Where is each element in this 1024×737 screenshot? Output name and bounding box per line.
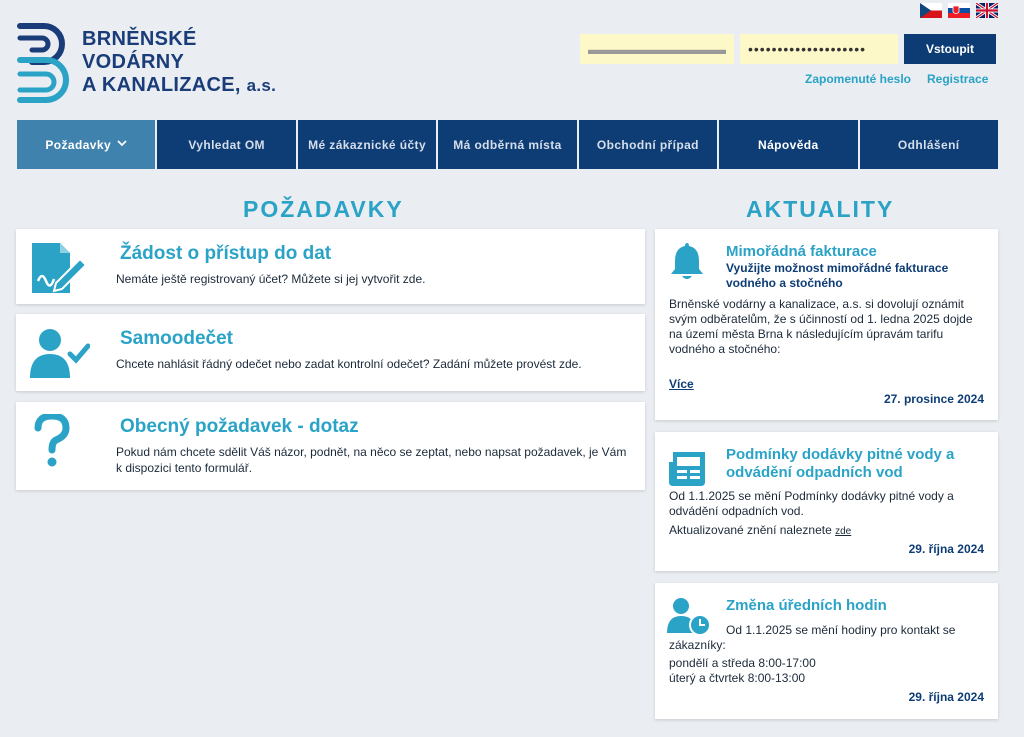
cz-flag-icon[interactable] [920, 3, 942, 18]
news-card-office-hours [655, 583, 998, 719]
news-title: Mimořádná fakturace [726, 243, 877, 260]
news-link-zde[interactable]: zde [835, 526, 852, 537]
nav-item-vyhledat-om[interactable] [157, 120, 295, 169]
request-card-data-access[interactable] [16, 229, 645, 304]
bell-icon [667, 241, 707, 281]
login-form [580, 34, 996, 64]
nav-item-odberna-mista[interactable] [438, 120, 576, 169]
user-check-icon [30, 326, 90, 380]
news-body-link-line [669, 523, 984, 539]
request-title: Žádost o přístup do dat [120, 243, 332, 264]
nav-item-obchodni-pripad[interactable] [579, 120, 717, 169]
news-date: 29. října 2024 [908, 690, 984, 704]
request-title: Obecný požadavek - dotaz [120, 416, 359, 437]
password-input[interactable] [740, 34, 898, 64]
news-title: Změna úředních hodin [726, 597, 887, 614]
news-line-1: pondělí a středa 8:00-17:00 [669, 656, 816, 670]
news-title: AKTUALITY [746, 196, 895, 222]
brand-suffix: a.s. [246, 76, 277, 95]
request-title: Samoodečet [120, 328, 233, 349]
news-body: Brněnské vodárny a kanalizace, a.s. si dovolují oznámit svým odběratelům, že s účinností od 1. ledna 2025 dojde na území města Brna k následujícím úpravám tarifu vodného a stočného: [669, 297, 973, 356]
news-title: Podmínky dodávky pitné vody a odvádění odpadních vod [726, 446, 955, 481]
question-icon [30, 414, 90, 468]
en-flag-icon[interactable] [976, 3, 998, 18]
requests-title: POŽADAVKY [243, 196, 404, 222]
request-text: Pokud nám chcete sdělit Váš názor, podnět, na něco se zeptat, nebo napsat požadavek, je Vám k dispozici tento formulář. [116, 445, 627, 475]
request-text: Chcete nahlásit řádný odečet nebo zadat kontrolní odečet? Zadání můžete provést zde. [116, 357, 582, 371]
brand-name [82, 28, 276, 97]
forgot-password-link[interactable]: Zapomenuté heslo [805, 72, 912, 86]
request-card-self-reading[interactable] [16, 314, 645, 391]
username-input[interactable] [580, 34, 734, 64]
logo-b-icon [16, 20, 72, 106]
nav-label: Požadavky [45, 137, 112, 152]
nav-label: Nápověda [758, 137, 819, 152]
news-subtitle: Využijte možnost mimořádné fakturace vodného a stočného [726, 261, 949, 290]
news-body: Od 1.1.2025 se mění hodiny pro kontakt se zákazníky: [669, 623, 956, 652]
language-switcher [920, 3, 998, 18]
nav-label: Vyhledat OM [188, 137, 265, 152]
login-links [805, 72, 988, 86]
newspaper-icon [667, 448, 707, 488]
nav-item-odhlaseni[interactable] [860, 120, 998, 169]
news-card-extra-billing [655, 229, 998, 420]
request-text: Nemáte ještě registrovaný účet? Můžete si jej vytvořit zde. [116, 272, 426, 286]
nav-item-pozadavky[interactable] [17, 120, 155, 169]
news-date: 27. prosince 2024 [883, 392, 984, 406]
nav-label: Obchodní případ [596, 137, 699, 152]
request-card-general[interactable] [16, 402, 645, 490]
news-date: 29. října 2024 [908, 542, 984, 556]
register-link[interactable]: Registrace [927, 72, 989, 86]
brand-line1: BRNĚNSKÉ [82, 28, 197, 50]
nav-label: Má odběrná místa [453, 137, 562, 152]
nav-item-napoveda[interactable] [719, 120, 857, 169]
nav-label: Odhlášení [897, 137, 960, 152]
main-nav [17, 120, 998, 169]
news-body-2: Aktualizované znění naleznete [669, 523, 832, 537]
sk-flag-icon[interactable] [948, 3, 970, 18]
chevron-down-icon [117, 139, 127, 150]
news-body: Od 1.1.2025 se mění Podmínky dodávky pitné vody a odvádění odpadních vod. [669, 489, 954, 518]
news-line-2: úterý a čtvrtek 8:00-13:00 [669, 671, 806, 685]
brand-line2: VODÁRNY [82, 51, 185, 73]
nav-label: Mé zákaznické účty [308, 137, 427, 152]
nav-item-zakaznicke-ucty[interactable] [298, 120, 436, 169]
news-more-link[interactable]: Více [669, 377, 694, 391]
brand-logo[interactable] [16, 20, 306, 110]
login-button[interactable]: Vstoupit [904, 34, 996, 64]
news-card-supply-terms [655, 432, 998, 571]
document-sign-icon [30, 241, 90, 295]
brand-line3: A KANALIZACE, [82, 74, 241, 96]
